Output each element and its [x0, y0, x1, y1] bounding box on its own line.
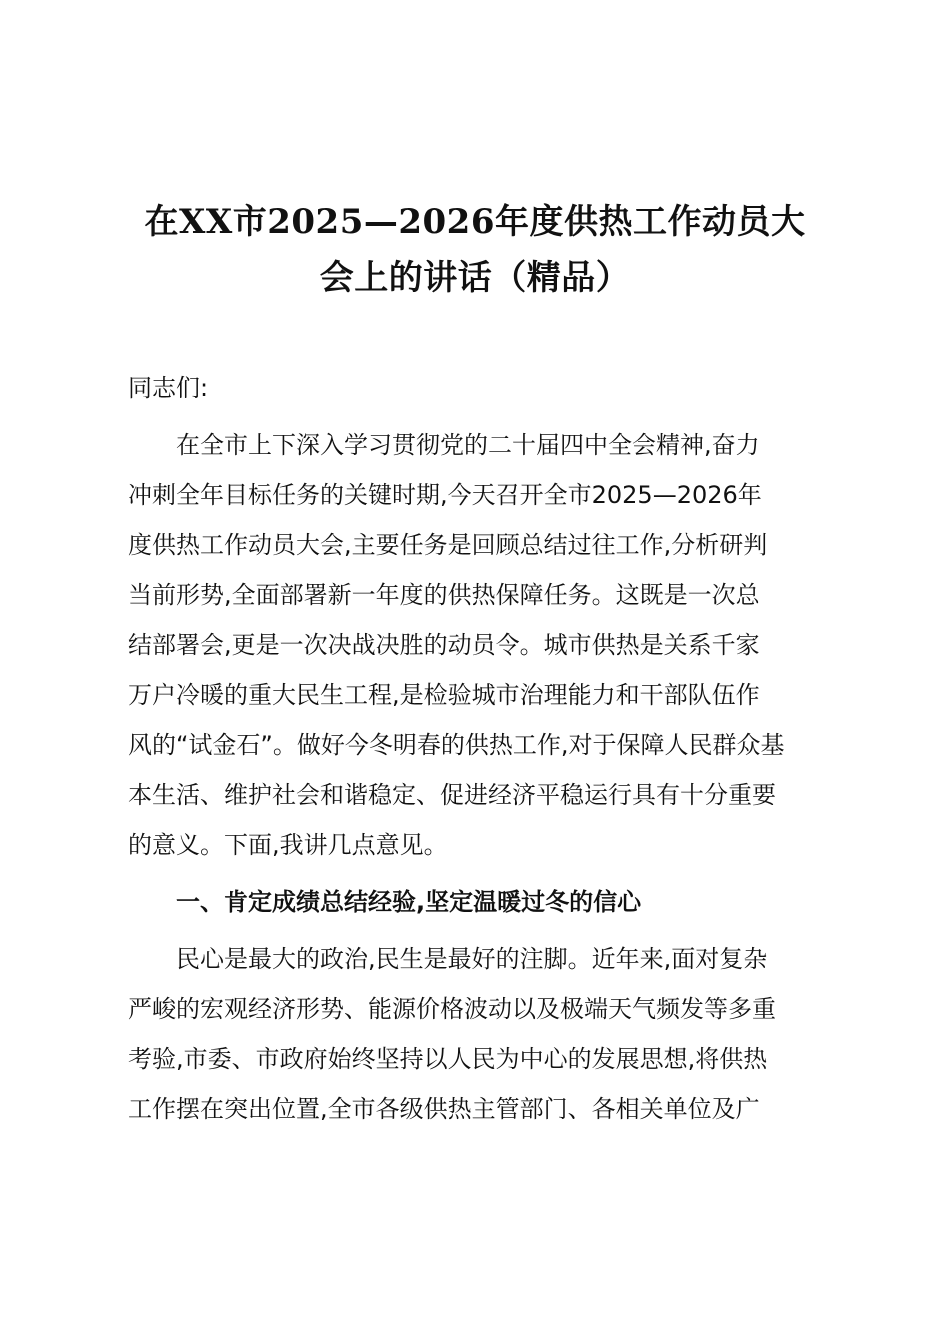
paragraph-2-line-4: 工作摆在突出位置,全市各级供热主管部门、各相关单位及广 — [128, 1095, 760, 1123]
paragraph-1-line-1: 在全市上下深入学习贯彻党的二十届四中全会精神,奋力 — [176, 431, 760, 459]
paragraph-1-line-9: 的意义。下面,我讲几点意见。 — [128, 831, 448, 859]
paragraph-2-line-1: 民心是最大的政治,民生是最好的注脚。近年来,面对复杂 — [176, 945, 768, 973]
paragraph-1-line-6: 万户冷暖的重大民生工程,是检验城市治理能力和干部队伍作 — [128, 681, 760, 709]
paragraph-2-line-3: 考验,市委、市政府始终坚持以人民为中心的发展思想,将供热 — [128, 1045, 768, 1073]
paragraph-2-line-2: 严峻的宏观经济形势、能源价格波动以及极端天气频发等多重 — [128, 995, 776, 1023]
paragraph-1-line-5: 结部署会,更是一次决战决胜的动员令。城市供热是关系千家 — [128, 631, 760, 659]
paragraph-1-line-4: 当前形势,全面部署新一年度的供热保障任务。这既是一次总 — [128, 581, 760, 609]
document-title — [100, 194, 850, 306]
salutation: 同志们: — [128, 374, 209, 402]
paragraph-1-line-3: 度供热工作动员大会,主要任务是回顾总结过往工作,分析研判 — [128, 531, 768, 559]
paragraph-1-line-8: 本生活、维护社会和谐稳定、促进经济平稳运行具有十分重要 — [128, 781, 776, 809]
title-line-1: 在XX市2025—2026年度供热工作动员大 — [144, 202, 806, 242]
paragraph-1-line-7: 风的“试金石”。做好今冬明春的供热工作,对于保障人民群众基 — [128, 731, 785, 759]
section-1-heading: 一、肯定成绩总结经验,坚定温暖过冬的信心 — [176, 888, 642, 916]
title-line-2: 会上的讲话（精品） — [319, 258, 631, 298]
paragraph-1-line-2: 冲刺全年目标任务的关键时期,今天召开全市2025—2026年 — [128, 481, 762, 509]
